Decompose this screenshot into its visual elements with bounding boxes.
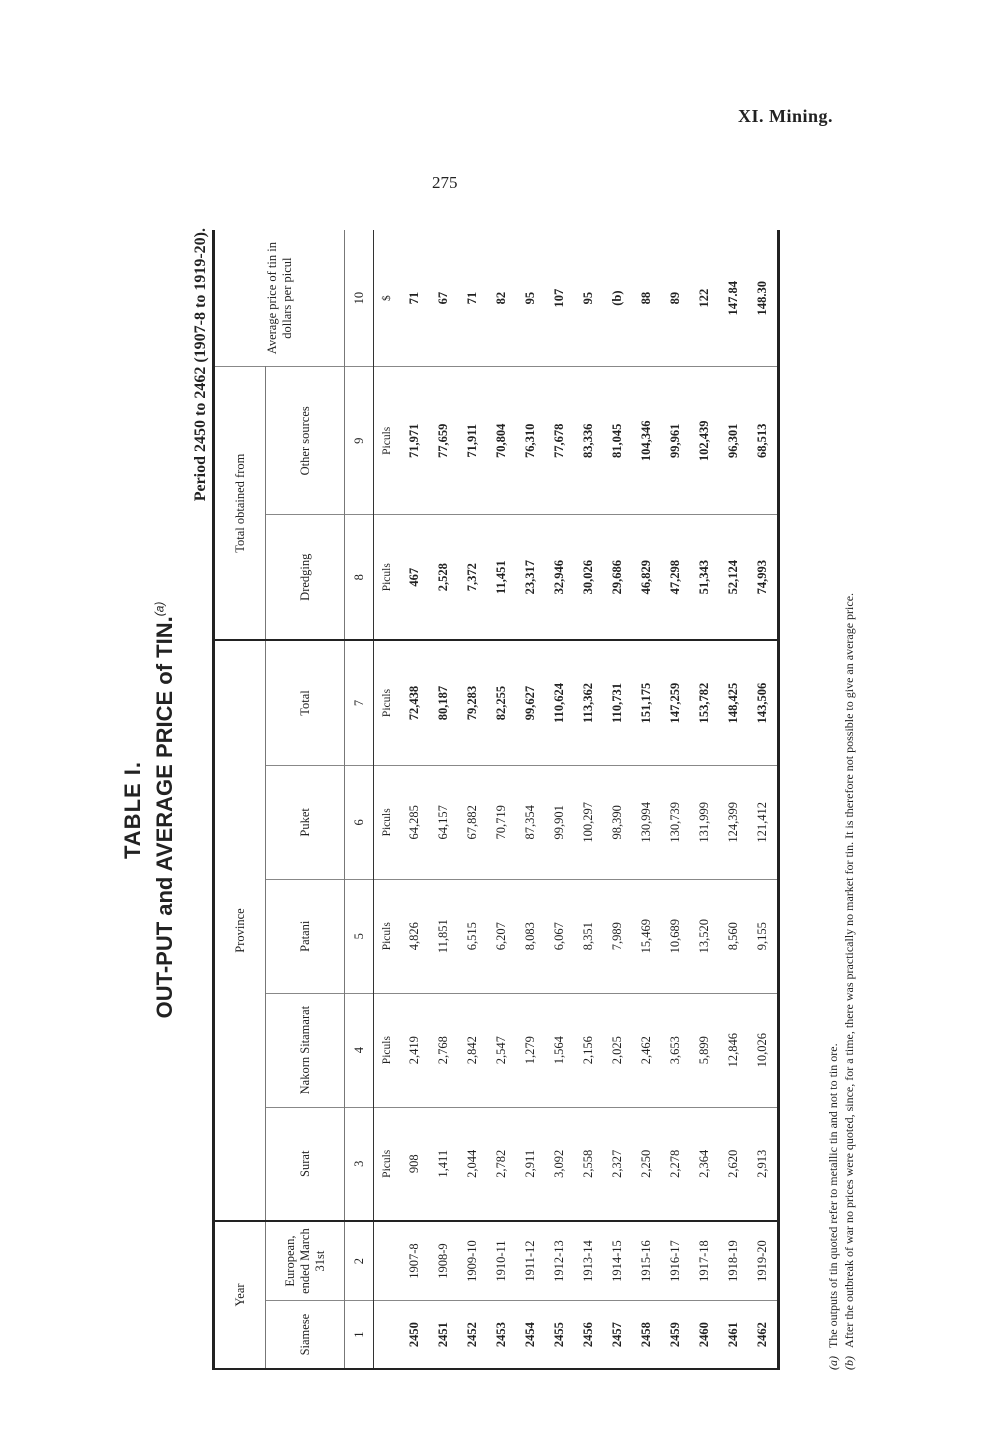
column-number: 5	[345, 879, 374, 993]
header-surat: Surat	[266, 1107, 345, 1221]
footnotes	[825, 593, 857, 1370]
table-row	[719, 230, 748, 1369]
cell-european: 1909-10	[458, 1221, 487, 1301]
cell-dredging: 7,372	[458, 515, 487, 640]
units-cell: Piculs	[374, 765, 401, 879]
table-row	[748, 230, 779, 1369]
cell-total: 72,438	[400, 640, 429, 765]
units-cell: Piculs	[374, 367, 401, 515]
column-number: 10	[345, 230, 374, 367]
cell-patani: 8,560	[719, 879, 748, 993]
cell-puket: 121,412	[748, 765, 779, 879]
header-province: Province	[214, 640, 266, 1221]
cell-dredging: 47,298	[661, 515, 690, 640]
page-number: 275	[432, 173, 458, 192]
cell-other-sources: 102,439	[690, 367, 719, 515]
table-row	[632, 230, 661, 1369]
column-number: 1	[345, 1301, 374, 1369]
cell-siamese: 2461	[719, 1301, 748, 1369]
footnote-text: After the outbreak of war no prices were quoted, since, for a time, there was practically no market for tin. It is therefore not possible to give an average price.	[842, 592, 856, 1348]
cell-dredging: 32,946	[545, 515, 574, 640]
cell-siamese: 2454	[516, 1301, 545, 1369]
cell-total: 148,425	[719, 640, 748, 765]
header-other-sources: Other sources	[266, 367, 345, 515]
cell-european: 1912-13	[545, 1221, 574, 1301]
cell-surat: 2,558	[574, 1107, 603, 1221]
column-number: 8	[345, 515, 374, 640]
cell-surat: 2,913	[748, 1107, 779, 1221]
cell-siamese: 2460	[690, 1301, 719, 1369]
cell-total: 143,506	[748, 640, 779, 765]
header-year: Year	[214, 1221, 266, 1369]
header-patani: Patani	[266, 879, 345, 993]
period-label: Period 2450 to 2462 (1907-8 to 1919-20).	[192, 228, 209, 502]
units-cell: Piculs	[374, 640, 401, 765]
cell-european: 1914-15	[603, 1221, 632, 1301]
title-footnote-mark: (a)	[152, 601, 167, 617]
cell-puket: 100,297	[574, 765, 603, 879]
cell-siamese: 2452	[458, 1301, 487, 1369]
rotated-table-page	[110, 210, 930, 1410]
cell-nakorn: 12,846	[719, 993, 748, 1107]
cell-surat: 2,327	[603, 1107, 632, 1221]
cell-other-sources: 81,045	[603, 367, 632, 515]
units-cell: Piculs	[374, 515, 401, 640]
cell-dredging: 29,686	[603, 515, 632, 640]
cell-dredging: 46,829	[632, 515, 661, 640]
header-total-obtained: Total obtained from	[214, 367, 266, 640]
cell-dredging: 2,528	[429, 515, 458, 640]
cell-price: 67	[429, 230, 458, 367]
header-european: European, ended March 31st	[266, 1221, 345, 1301]
cell-dredging: 467	[400, 515, 429, 640]
cell-siamese: 2458	[632, 1301, 661, 1369]
cell-other-sources: 71,911	[458, 367, 487, 515]
units-cell	[374, 1221, 401, 1301]
table-row	[487, 230, 516, 1369]
cell-puket: 67,882	[458, 765, 487, 879]
cell-european: 1917-18	[690, 1221, 719, 1301]
cell-european: 1919-20	[748, 1221, 779, 1301]
cell-surat: 1,411	[429, 1107, 458, 1221]
units-row	[374, 230, 401, 1369]
cell-total: 80,187	[429, 640, 458, 765]
cell-dredging: 51,343	[690, 515, 719, 640]
cell-nakorn: 10,026	[748, 993, 779, 1107]
cell-nakorn: 1,564	[545, 993, 574, 1107]
cell-surat: 2,250	[632, 1107, 661, 1221]
column-number: 3	[345, 1107, 374, 1221]
cell-price: (b)	[603, 230, 632, 367]
header-dredging: Dredging	[266, 515, 345, 640]
cell-total: 110,624	[545, 640, 574, 765]
cell-other-sources: 70,804	[487, 367, 516, 515]
cell-surat: 2,278	[661, 1107, 690, 1221]
cell-dredging: 74,993	[748, 515, 779, 640]
cell-european: 1907-8	[400, 1221, 429, 1301]
header-puket: Puket	[266, 765, 345, 879]
cell-total: 99,627	[516, 640, 545, 765]
table-title-text: OUT-PUT and AVERAGE PRICE of TIN.	[152, 616, 177, 1019]
cell-total: 79,283	[458, 640, 487, 765]
units-cell: Piculs	[374, 993, 401, 1107]
column-number: 7	[345, 640, 374, 765]
cell-nakorn: 2,768	[429, 993, 458, 1107]
cell-patani: 8,083	[516, 879, 545, 993]
tin-output-table	[212, 230, 780, 1370]
cell-dredging: 30,026	[574, 515, 603, 640]
cell-dredging: 11,451	[487, 515, 516, 640]
cell-total: 151,175	[632, 640, 661, 765]
cell-puket: 130,994	[632, 765, 661, 879]
header-nakorn: Nakorn Sitamarat	[266, 993, 345, 1107]
header-siamese: Siamese	[266, 1301, 345, 1369]
cell-patani: 10,689	[661, 879, 690, 993]
cell-european: 1910-11	[487, 1221, 516, 1301]
table-body	[374, 230, 779, 1369]
column-number: 4	[345, 993, 374, 1107]
cell-european: 1911-12	[516, 1221, 545, 1301]
cell-siamese: 2451	[429, 1301, 458, 1369]
cell-siamese: 2455	[545, 1301, 574, 1369]
cell-patani: 6,067	[545, 879, 574, 993]
cell-price: 122	[690, 230, 719, 367]
cell-price: 89	[661, 230, 690, 367]
cell-surat: 2,044	[458, 1107, 487, 1221]
cell-siamese: 2456	[574, 1301, 603, 1369]
cell-puket: 87,354	[516, 765, 545, 879]
cell-nakorn: 2,462	[632, 993, 661, 1107]
cell-puket: 131,999	[690, 765, 719, 879]
cell-nakorn: 2,156	[574, 993, 603, 1107]
cell-other-sources: 104,346	[632, 367, 661, 515]
cell-price: 107	[545, 230, 574, 367]
cell-patani: 13,520	[690, 879, 719, 993]
units-cell: Piculs	[374, 879, 401, 993]
table-title	[152, 210, 178, 1410]
cell-european: 1916-17	[661, 1221, 690, 1301]
cell-total: 82,255	[487, 640, 516, 765]
cell-nakorn: 5,899	[690, 993, 719, 1107]
cell-nakorn: 2,025	[603, 993, 632, 1107]
cell-nakorn: 2,419	[400, 993, 429, 1107]
section-title: XI. Mining.	[737, 106, 833, 126]
cell-puket: 70,719	[487, 765, 516, 879]
cell-total: 147,259	[661, 640, 690, 765]
cell-puket: 64,157	[429, 765, 458, 879]
cell-siamese: 2462	[748, 1301, 779, 1369]
cell-european: 1918-19	[719, 1221, 748, 1301]
footnote	[825, 593, 841, 1370]
cell-price: 147.84	[719, 230, 748, 367]
cell-other-sources: 83,336	[574, 367, 603, 515]
table-row	[458, 230, 487, 1369]
table-row	[574, 230, 603, 1369]
footnote-mark: (a)	[826, 1356, 840, 1370]
cell-surat: 908	[400, 1107, 429, 1221]
cell-nakorn: 1,279	[516, 993, 545, 1107]
cell-surat: 2,911	[516, 1107, 545, 1221]
footnote	[841, 593, 857, 1370]
cell-patani: 4,826	[400, 879, 429, 993]
cell-surat: 2,620	[719, 1107, 748, 1221]
cell-european: 1915-16	[632, 1221, 661, 1301]
cell-puket: 98,390	[603, 765, 632, 879]
table-number: TABLE I.	[120, 760, 145, 860]
cell-surat: 2,364	[690, 1107, 719, 1221]
table-row	[400, 230, 429, 1369]
cell-siamese: 2457	[603, 1301, 632, 1369]
cell-total: 110,731	[603, 640, 632, 765]
units-cell: Piculs	[374, 1107, 401, 1221]
cell-dredging: 23,317	[516, 515, 545, 640]
cell-price: 88	[632, 230, 661, 367]
cell-price: 95	[574, 230, 603, 367]
cell-nakorn: 2,547	[487, 993, 516, 1107]
cell-nakorn: 2,842	[458, 993, 487, 1107]
cell-nakorn: 3,653	[661, 993, 690, 1107]
cell-patani: 7,989	[603, 879, 632, 993]
cell-patani: 8,351	[574, 879, 603, 993]
cell-puket: 64,285	[400, 765, 429, 879]
cell-european: 1908-9	[429, 1221, 458, 1301]
units-cell: $	[374, 230, 401, 367]
column-number: 6	[345, 765, 374, 879]
cell-other-sources: 96,301	[719, 367, 748, 515]
cell-puket: 99,901	[545, 765, 574, 879]
cell-dredging: 52,124	[719, 515, 748, 640]
cell-surat: 3,092	[545, 1107, 574, 1221]
cell-other-sources: 68,513	[748, 367, 779, 515]
cell-patani: 9,155	[748, 879, 779, 993]
units-cell	[374, 1301, 401, 1369]
cell-price: 71	[400, 230, 429, 367]
table-row	[516, 230, 545, 1369]
cell-patani: 6,207	[487, 879, 516, 993]
cell-price: 82	[487, 230, 516, 367]
table-row	[545, 230, 574, 1369]
table-row	[661, 230, 690, 1369]
table-row	[690, 230, 719, 1369]
header-average-price: Average price of tin in dollars per picul	[214, 230, 345, 367]
cell-patani: 15,469	[632, 879, 661, 993]
cell-patani: 6,515	[458, 879, 487, 993]
cell-other-sources: 77,659	[429, 367, 458, 515]
cell-other-sources: 71,971	[400, 367, 429, 515]
cell-other-sources: 77,678	[545, 367, 574, 515]
header-total: Total	[266, 640, 345, 765]
footnote-mark: (b)	[842, 1356, 856, 1370]
cell-price: 95	[516, 230, 545, 367]
cell-other-sources: 99,961	[661, 367, 690, 515]
cell-puket: 130,739	[661, 765, 690, 879]
footnote-text: The outputs of tin quoted refer to metallic tin and not to tin ore.	[826, 1043, 840, 1348]
cell-surat: 2,782	[487, 1107, 516, 1221]
cell-siamese: 2459	[661, 1301, 690, 1369]
cell-siamese: 2450	[400, 1301, 429, 1369]
cell-patani: 11,851	[429, 879, 458, 993]
cell-total: 153,782	[690, 640, 719, 765]
table-row	[603, 230, 632, 1369]
column-number: 9	[345, 367, 374, 515]
cell-price: 71	[458, 230, 487, 367]
cell-total: 113,362	[574, 640, 603, 765]
cell-puket: 124,399	[719, 765, 748, 879]
cell-siamese: 2453	[487, 1301, 516, 1369]
cell-other-sources: 76,310	[516, 367, 545, 515]
cell-price: 148.30	[748, 230, 779, 367]
cell-european: 1913-14	[574, 1221, 603, 1301]
table-row	[429, 230, 458, 1369]
column-number: 2	[345, 1221, 374, 1301]
